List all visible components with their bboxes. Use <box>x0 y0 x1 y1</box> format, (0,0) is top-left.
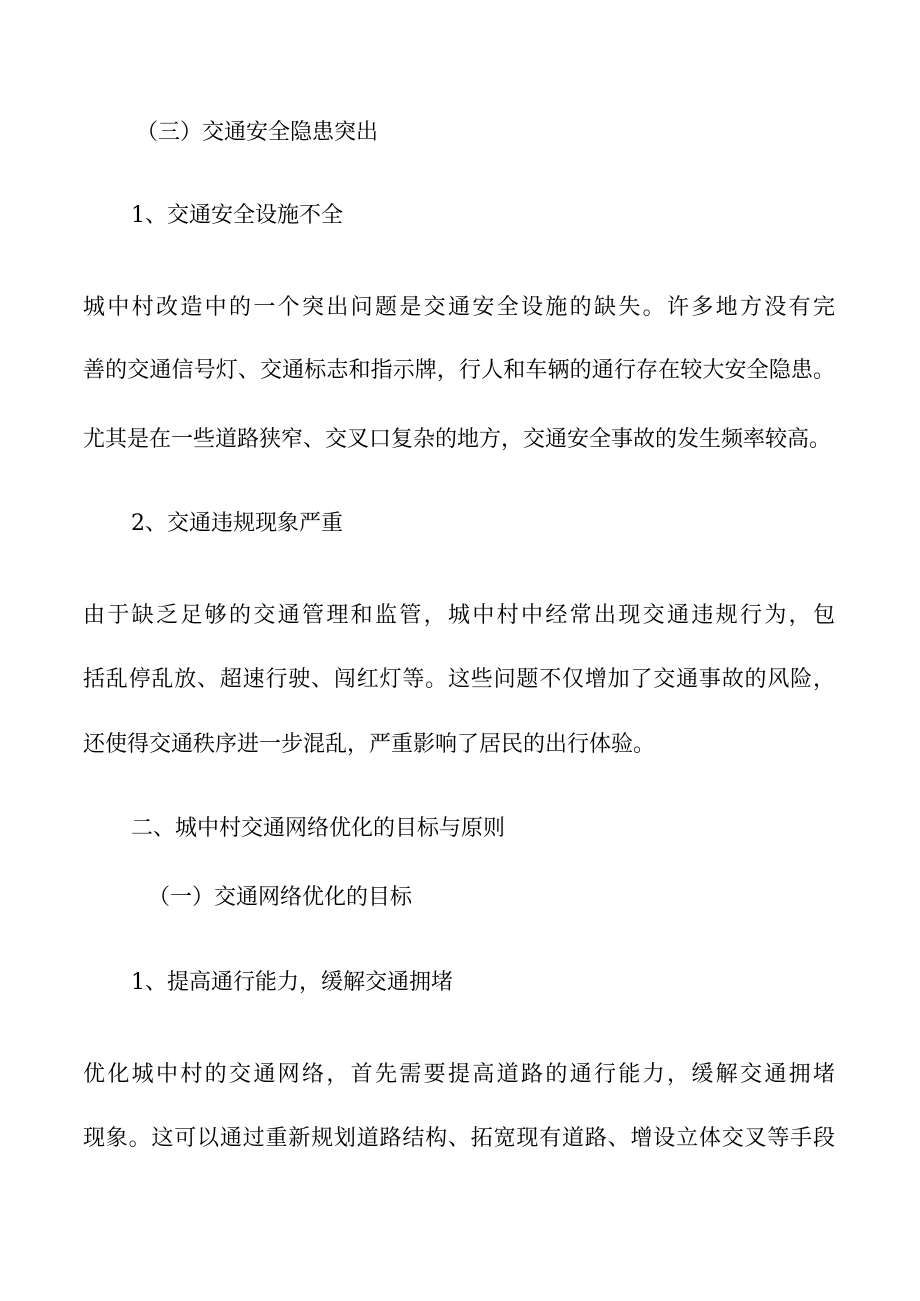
paragraph-line: 现象。这可以通过重新规划道路结构、拓宽现有道路、增设立体交叉等手段 <box>83 1126 835 1151</box>
paragraph-line: 由于缺乏足够的交通管理和监管，城中村中经常出现交通违规行为，包 <box>83 603 835 628</box>
subheading-improve-capacity: 1、提高通行能力，缓解交通拥堵 <box>131 970 453 995</box>
paragraph-line: 尤其是在一些道路狭窄、交叉口复杂的地方，交通安全事故的发生频率较高。 <box>83 427 832 452</box>
paragraph-line: 城中村改造中的一个突出问题是交通安全设施的缺失。许多地方没有完 <box>83 295 835 320</box>
paragraph-line: 优化城中村的交通网络，首先需要提高道路的通行能力，缓解交通拥堵 <box>83 1062 835 1087</box>
paragraph-line: 还使得交通秩序进一步混乱，严重影响了居民的出行体验。 <box>83 732 656 757</box>
section-heading-optimization-goals: （一）交通网络优化的目标 <box>148 885 413 910</box>
paragraph-line: 括乱停乱放、超速行驶、闯红灯等。这些问题不仅增加了交通事故的风险， <box>83 667 835 692</box>
subheading-safety-facilities: 1、交通安全设施不全 <box>131 203 343 228</box>
section-heading-traffic-safety: （三）交通安全隐患突出 <box>136 120 379 145</box>
subheading-traffic-violations: 2、交通违规现象严重 <box>131 511 343 536</box>
paragraph-line: 善的交通信号灯、交通标志和指示牌，行人和车辆的通行存在较大安全隐患。 <box>83 358 835 383</box>
chapter-heading-goals-principles: 二、城中村交通网络优化的目标与原则 <box>131 816 506 841</box>
